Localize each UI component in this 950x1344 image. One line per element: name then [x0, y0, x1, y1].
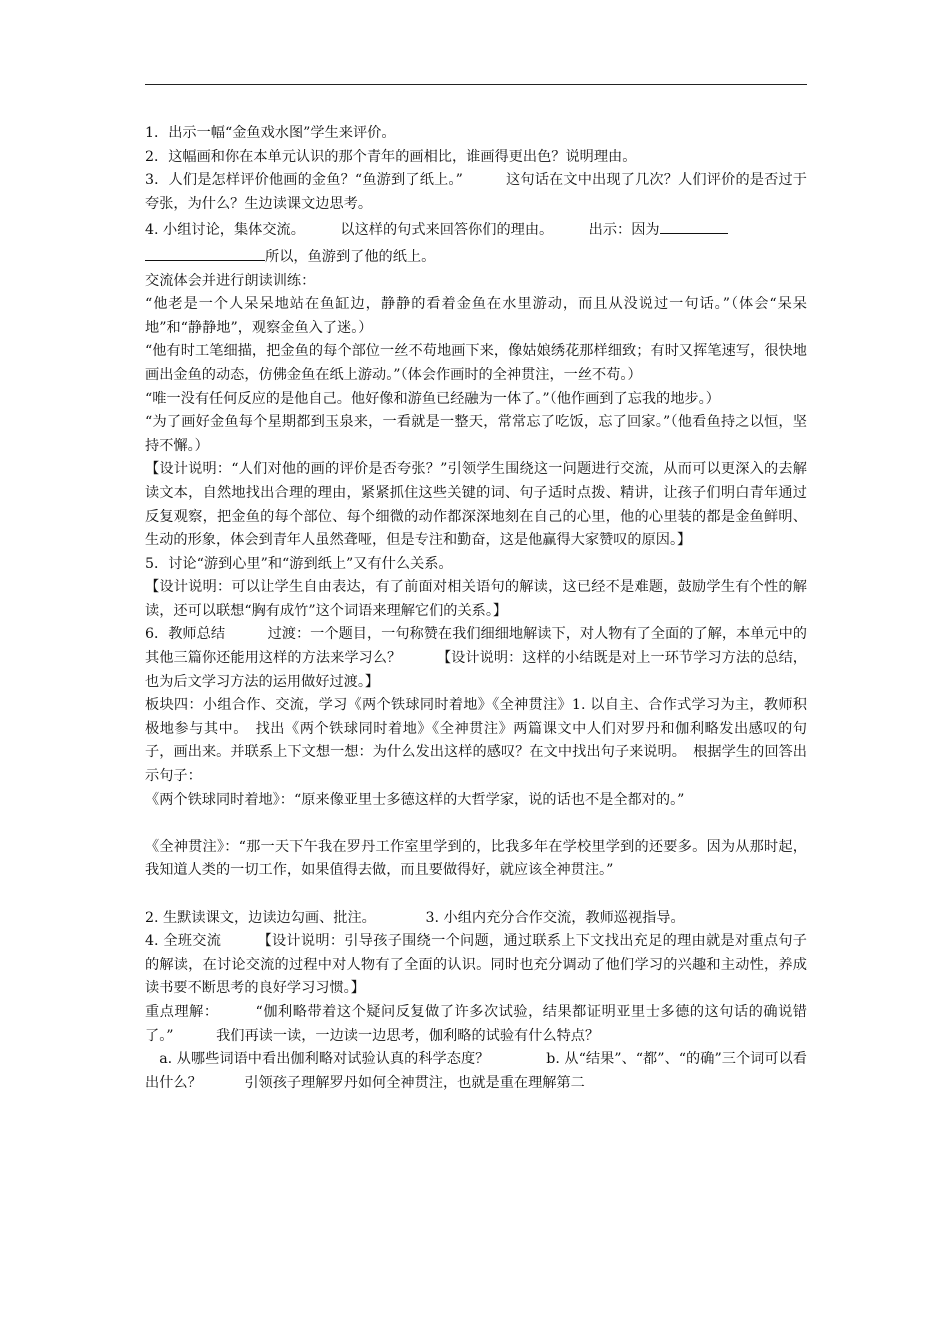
- quote-4: “为了画好金鱼每个星期都到玉泉来，一看就是一整天，常常忘了吃饭，忘了回家。”（他看鱼持之以恒，坚持不懈。）: [145, 414, 807, 454]
- paragraph-2: 2．这幅画和你在本单元认识的那个青年的画相比，谁画得更出色？说明理由。: [145, 148, 637, 165]
- paragraph-1: 1．出示一幅“金鱼戏水图”学生来评价。: [145, 125, 396, 141]
- section-four: 板块四：小组合作、交流，学习《两个铁球同时着地》《全神贯注》1. 以自主、合作式学习为主，教师积极地参与其中。 找出《两个铁球同时着地》《全神贯注》两篇课文中人们对罗丹和伽利略发出感叹的句子，画出来。并联系上下文想一想：为什么发出这样的感叹？在文中找出句子来说明。 根据学生的回答出示句子：: [145, 697, 807, 785]
- teacher-summary: 6．教师总结 过渡：一个题目，一句称赞在我们细细地解读下，对人物有了全面的了解，本单元中的其他三篇你还能用这样的方法来学习么？ 【设计说明：这样的小结既是对上一环节学习方法的总结，也为后文学习方法的运用做好过渡。】: [145, 626, 807, 690]
- paragraph-reading-steps: 2. 生默读课文，边读边勾画、批注。 3. 小组内充分合作交流，教师巡视指导。: [145, 909, 685, 926]
- document-page: [145, 0, 807, 1344]
- quote-two-iron-balls: 《两个铁球同时着地》：“原来像亚里士多德这样的大哲学家，说的话也不是全都对的。”: [145, 791, 685, 808]
- paragraph-4: [145, 216, 807, 243]
- paragraph-discussion: 5．讨论“游到心里”和“游到纸上”又有什么关系。: [145, 555, 453, 572]
- paragraph-5: 交流体会并进行朗读训练：: [145, 272, 316, 289]
- paragraph-4-continued: [145, 243, 807, 270]
- questions-ab: a. 从哪些词语中看出伽利略对试验认真的科学态度？ b. 从“结果”、“都”、“的确”三个词可以看出什么？ 引领孩子理解罗丹如何全神贯注，也就是重在理解第二: [145, 1051, 807, 1091]
- quote-full-attention: 《全神贯注》：“那一天下午我在罗丹工作室里学到的，比我多年在学校里学到的还要多。因为从那时起，我知道人类的一切工作，如果值得去做，而且要做得好，就应该全神贯注。”: [145, 838, 807, 879]
- design-note-3: 4. 全班交流 【设计说明：引导孩子围绕一个问题，通过联系上下文找出充足的理由就是对重点句子的解读，在讨论交流的过程中对人物有了全面的认识。同时也充分调动了他们学习的兴趣和主动性，养成读书要不断思考的良好学习习惯。】: [145, 933, 807, 997]
- design-note-2: 【设计说明：可以让学生自由表达，有了前面对相关语句的解读，这已经不是难题，鼓励学生有个性的解读，还可以联想“胸有成竹”这个词语来理解它们的关系。】: [145, 579, 807, 619]
- blank-line-2: [145, 883, 807, 907]
- paragraph-4-text: 4. 小组讨论，集体交流。 以这样的句式来回答你们的理由。 出示：因为: [145, 222, 660, 239]
- paragraph-3: 3．人们是怎样评价他画的金鱼？“鱼游到了纸上。” 这句话在文中出现了几次？人们评价的是否过于夸张，为什么？生边读课文边思考。: [145, 172, 807, 212]
- header-rule: [145, 84, 807, 85]
- paragraph-4-continued-text: 所以，鱼游到了他的纸上。: [265, 248, 436, 265]
- quote-1: “他老是一个人呆呆地站在鱼缸边，静静的看着金鱼在水里游动，而且从没说过一句话。”（体会“呆呆地”和“静静地”，观察金鱼入了迷。）: [145, 296, 807, 336]
- quote-2: “他有时工笔细描，把金鱼的每个部位一丝不苟地画下来，像姑娘绣花那样细致；有时又挥笔速写，很快地画出金鱼的动态，仿佛金鱼在纸上游动。”（体会作画时的全神贯注，一丝不苟。）: [145, 343, 807, 383]
- design-note-1: 【设计说明：“人们对他的画的评价是否夸张？”引领学生围绕这一问题进行交流，从而可以更深入的去解读文本，自然地找出合理的理由，紧紧抓住这些关键的词、句子适时点拨、精讲，让孩子们明白青年通过反复观察，把金鱼的每个部位、每个细微的动作都深深地刻在自己的心里，他的心里装的都是金鱼鲜明、生动的形象，体会到青年人虽然聋哑，但是专注和勤奋，这是他赢得大家赞叹的原因。】: [145, 461, 807, 549]
- quote-3: “唯一没有任何反应的是他自己。他好像和游鱼已经融为一体了。”（他作画到了忘我的地步。）: [145, 390, 720, 407]
- answer-blank-2: [145, 243, 265, 261]
- key-understanding: 重点理解： “伽利略带着这个疑问反复做了许多次试验，结果都证明亚里士多德的这句话的确说错了。” 我们再读一读，一边读一边思考，伽利略的试验有什么特点？: [145, 1003, 807, 1044]
- blank-line-1: [145, 812, 807, 836]
- answer-blank-1: [660, 216, 728, 234]
- document-body: [145, 122, 807, 1095]
